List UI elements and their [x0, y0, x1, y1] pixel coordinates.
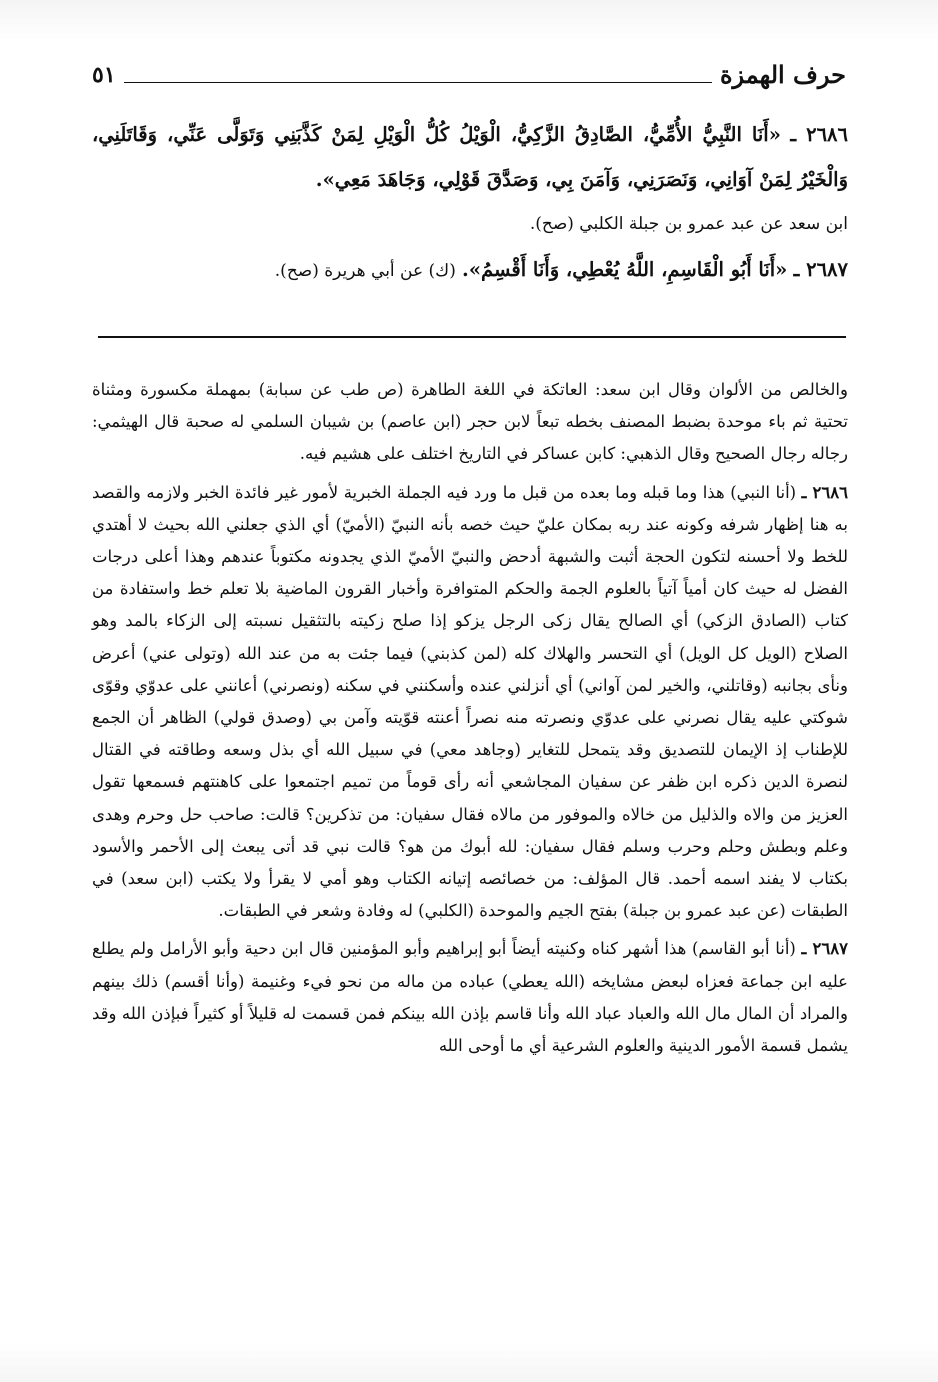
hadith-text-block: [92, 112, 848, 294]
commentary-block: [92, 374, 848, 1068]
commentary-text: (أنا أبو القاسم) هذا أشهر كناه وكنيته أيضاً أبو إبراهيم وأبو المؤمنين قال ابن دحية وأبو الأرامل ولم يطلع عليه ابن جماعة فعزاه لبعض مشايخه (الله يعطي) عباده من ماله من نحو فيء وغنيمة (وأنا أقسم) ذلك بينهم والمراد أن المال مال الله والعباد عباد الله وأنا قاسم بإذن الله بينكم فمن قسمت له قليلاً أو كثيراً فبإذن الله وقد يشمل قسمة الأمور الدينية والعلوم الشرعية أي ما أوحى الله: [92, 939, 848, 1056]
hadith-source: (ك) عن أبي هريرة (صح).: [274, 261, 456, 281]
header-rule: [124, 82, 712, 83]
commentary-number: ٢٦٨٦ ـ: [801, 482, 848, 502]
page-number: ٥١: [92, 62, 116, 88]
hadith-source: ابن سعد عن عبد عمرو بن جبلة الكلبي (صح).: [529, 214, 848, 234]
commentary-intro: والخالص من الألوان وقال ابن سعد: العاتكة في اللغة الطاهرة (ص طب عن سبابة) بمهملة مكسورة ومثناة تحتية ثم باء موحدة بضبط المصنف بخطه تبعاً لابن حجر (ابن عاصم) بن شيبان السلمي له صحبة قال الهيثمي: رجاله رجال الصحيح وقال الذهبي: كابن عساكر في التاريخ اختلف على هشيم فيه.: [92, 380, 848, 464]
commentary-number: ٢٦٨٧ ـ: [801, 939, 848, 959]
hadith-matn: «أَنَا النَّبِيُّ الأُمِّيُّ، الصَّادِقُ الزَّكِيُّ، الْوَيْلُ كُلُّ الْوَيْلِ لِمَنْ كَذَّبَنِي وَتَوَلَّى عَنِّي، وَقَاتَلَنِي، وَالْخَيْرُ لِمَنْ آوَانِي، وَنَصَرَنِي، وَآمَنَ بِي، وَصَدَّقَ قَوْلِي، وَجَاهَدَ مَعِي».: [92, 123, 848, 191]
hadith-2686: [92, 112, 848, 202]
footnote-divider: [98, 336, 846, 338]
chapter-title: حرف الهمزة: [719, 60, 846, 89]
hadith-number: ٢٦٨٦ ـ: [790, 123, 848, 146]
scan-edge-bottom: [0, 1342, 938, 1382]
hadith-2687: [92, 247, 848, 294]
page-header: [92, 52, 846, 92]
scan-edge-top: [0, 0, 938, 40]
commentary-2686: [92, 477, 848, 928]
commentary-2687: [92, 933, 848, 1062]
hadith-matn: «أَنَا أَبُو الْقَاسِمِ، اللَّهُ يُعْطِي، وَأَنَا أَقْسِمُ».: [462, 258, 788, 281]
hadith-number: ٢٦٨٧ ـ: [793, 258, 848, 281]
commentary-text: (أنا النبي) هذا وما قبله وما بعده من قبل ما ورد فيه الجملة الخبرية لأمور غير فائدة الخبر ولازمه والقصد به هنا إظهار شرفه وكونه عند ربه بمكان عليّ حيث خصه بأنه النبيّ (الأميّ) أي الذي جعلني الله بحيث لا أهتدي للخط ولا أحسنه لتكون الحجة أثبت والشبهة أدحض والنبيّ الأميّ الذي يجدونه مكتوباً عندهم وهذا أعلى درجات الفضل له حيث كان أمياً آتياً بالعلوم الجمة والحكم المتوافرة وأخبار القرون الماضية بلا تعلم خط واستفادة من كتاب (الصادق الزكي) أي الصالح يقال زكى الرجل يزكو إذا صلح زكيته بالتثقيل نسبته إلى الزكاء بالمد وهو الصلاح (الويل كل الويل) أي التحسر والهلاك كله (لمن كذبني) فيما جئت به من عند الله (وتولى عني) أعرض ونأى بجانبه (وقاتلني، والخير لمن آواني) أي أنزلني عنده وأسكنني في سكنه (ونصرني) أعانني على عدوّي وقوّى شوكتي عليه يقال نصرني على عدوّي ونصرته منه نصراً أعنته قوّيته وآمن بي (وصدق قولي) الظاهر أن الجمع للإطناب إذ الإيمان للتصديق وقد يتمحل للتغاير (وجاهد معي) في سبيل الله أي بذل وسعه وطاقته في القتال لنصرة الدين ذكره ابن ظفر عن سفيان المجاشعي أنه رأى قوماً من تميم اجتمعوا على كاهنتهم فسمعها تقول العزيز من والاه والذليل من خالاه والموفور من مالاه فقال سفيان: من تذكرين؟ قالت: صاحب حل وحرم وهدى وعلم وبطش وحلم وحرب وسلم فقال سفيان: لله أبوك من هو؟ قالت نبي قد أتى يبعث إلى الأحمر والأسود بكتاب لا يفند اسمه أحمد. قال المؤلف: من خصائصه إتيانه الكتاب وهو أمي لا يقرأ ولا يكتب (ابن سعد) في الطبقات (عن عبد عمرو بن جبلة) بفتح الجيم والموحدة (الكلبي) له وفادة وشعر في الطبقات.: [92, 482, 849, 921]
